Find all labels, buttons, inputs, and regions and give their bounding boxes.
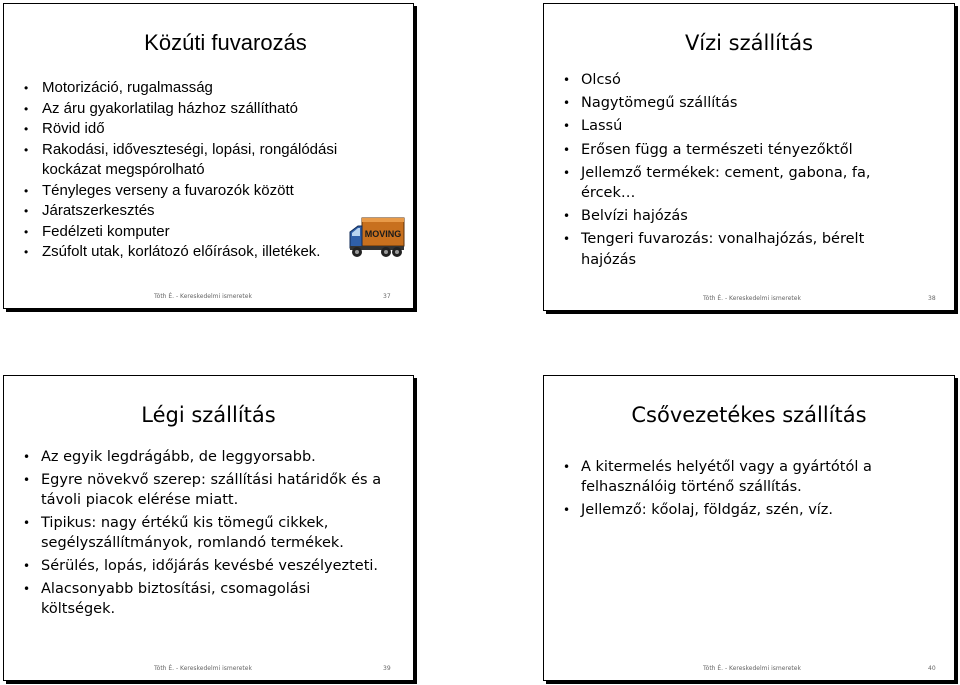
bullet-item: • Fedélzeti komputer bbox=[24, 222, 170, 240]
bullet-icon: • bbox=[563, 165, 571, 180]
bullet-icon: • bbox=[23, 582, 31, 596]
truck-label: MOVING bbox=[364, 229, 402, 239]
bullet-icon: • bbox=[24, 245, 29, 259]
bullet-list bbox=[23, 447, 403, 622]
bullet-item: • Erősen függ a természeti tényezőktől bbox=[563, 141, 853, 158]
bullet-icon: • bbox=[24, 142, 29, 157]
bullet-item: • Tengeri fuvarozás: vonalhajózás, bérelt hajózás bbox=[563, 231, 865, 268]
bullet-item: • Tényleges verseny a fuvarozók között bbox=[24, 181, 294, 199]
bullet-item: • Rakodási, időveszteségi, lopási, rongálódási kockázat megspórolható bbox=[24, 140, 338, 178]
page-number: 39 bbox=[383, 665, 391, 672]
slide-40 bbox=[543, 375, 955, 681]
page-number: 37 bbox=[383, 293, 391, 300]
bullet-item: • Olcsó bbox=[563, 72, 621, 88]
slide-footer: Tóth É. - Kereskedelmi ismeretek bbox=[703, 295, 801, 302]
bullet-item: • Zsúfolt utak, korlátozó előírások, illetékek. bbox=[24, 243, 321, 260]
slide-footer: Tóth É. - Kereskedelmi ismeretek bbox=[154, 665, 252, 672]
bullet-icon: • bbox=[563, 73, 571, 87]
bullet-icon: • bbox=[563, 96, 571, 111]
slide-footer: Tóth É. - Kereskedelmi ismeretek bbox=[154, 293, 252, 300]
bullet-list bbox=[563, 457, 913, 523]
slide-37 bbox=[3, 3, 414, 309]
bullet-item: • Tipikus: nagy értékű kis tömegű cikkek, segélyszállítmányok, romlandó termékek. bbox=[23, 515, 344, 551]
bullet-icon: • bbox=[563, 503, 571, 517]
bullet-icon: • bbox=[563, 119, 571, 134]
bullet-icon: • bbox=[24, 204, 29, 218]
slide-title: Vízi szállítás bbox=[684, 31, 814, 55]
bullet-item: • Az egyik legdrágább, de leggyorsabb. bbox=[23, 449, 316, 465]
bullet-icon: • bbox=[563, 232, 571, 247]
bullet-item: • Sérülés, lopás, időjárás kevésbé veszélyezteti. bbox=[23, 558, 379, 574]
slide-title: Légi szállítás bbox=[141, 403, 276, 427]
bullet-item: • Nagytömegű szállítás bbox=[563, 95, 738, 112]
bullet-item: • Jellemző: kőolaj, földgáz, szén, víz. bbox=[563, 502, 834, 518]
slide-38 bbox=[543, 3, 955, 311]
page-number: 40 bbox=[928, 665, 936, 672]
bullet-icon: • bbox=[23, 450, 31, 464]
slide-title: Közúti fuvarozás bbox=[144, 30, 307, 55]
bullet-icon: • bbox=[23, 473, 31, 487]
moving-truck-icon bbox=[348, 212, 406, 262]
bullet-icon: • bbox=[563, 209, 571, 224]
bullet-item: • Lassú bbox=[563, 118, 623, 135]
bullet-icon: • bbox=[23, 559, 31, 573]
bullet-icon: • bbox=[563, 142, 571, 157]
bullet-icon: • bbox=[24, 224, 29, 239]
bullet-item: • Egyre növekvő szerep: szállítási határidők és a távoli piacok elérése miatt. bbox=[23, 472, 382, 508]
bullet-icon: • bbox=[24, 81, 29, 95]
bullet-icon: • bbox=[23, 516, 31, 530]
bullet-item: • Belvízi hajózás bbox=[563, 208, 688, 225]
bullet-item: • Jellemző termékek: cement, gabona, fa, ércek… bbox=[563, 164, 871, 202]
bullet-item: • Rövid idő bbox=[24, 120, 105, 137]
slide-title: Csővezetékes szállítás bbox=[631, 403, 867, 427]
bullet-icon: • bbox=[24, 101, 29, 116]
bullet-item: • Az áru gyakorlatilag házhoz szállítható bbox=[24, 99, 298, 117]
slide-39 bbox=[3, 375, 414, 681]
page-number: 38 bbox=[928, 295, 936, 302]
bullet-item: • A kitermelés helyétől vagy a gyártótól a felhasználóig történő szállítás. bbox=[563, 459, 872, 495]
bullet-item: • Járatszerkesztés bbox=[24, 202, 155, 219]
bullet-icon: • bbox=[563, 460, 571, 474]
bullet-icon: • bbox=[24, 183, 29, 198]
bullet-icon: • bbox=[24, 122, 29, 136]
bullet-item: • Alacsonyabb biztosítási, csomagolási költségek. bbox=[23, 581, 311, 617]
slide-footer: Tóth É. - Kereskedelmi ismeretek bbox=[703, 665, 801, 672]
bullet-list bbox=[24, 78, 394, 263]
bullet-list bbox=[563, 70, 903, 273]
bullet-item: • Motorizáció, rugalmasság bbox=[24, 79, 213, 96]
